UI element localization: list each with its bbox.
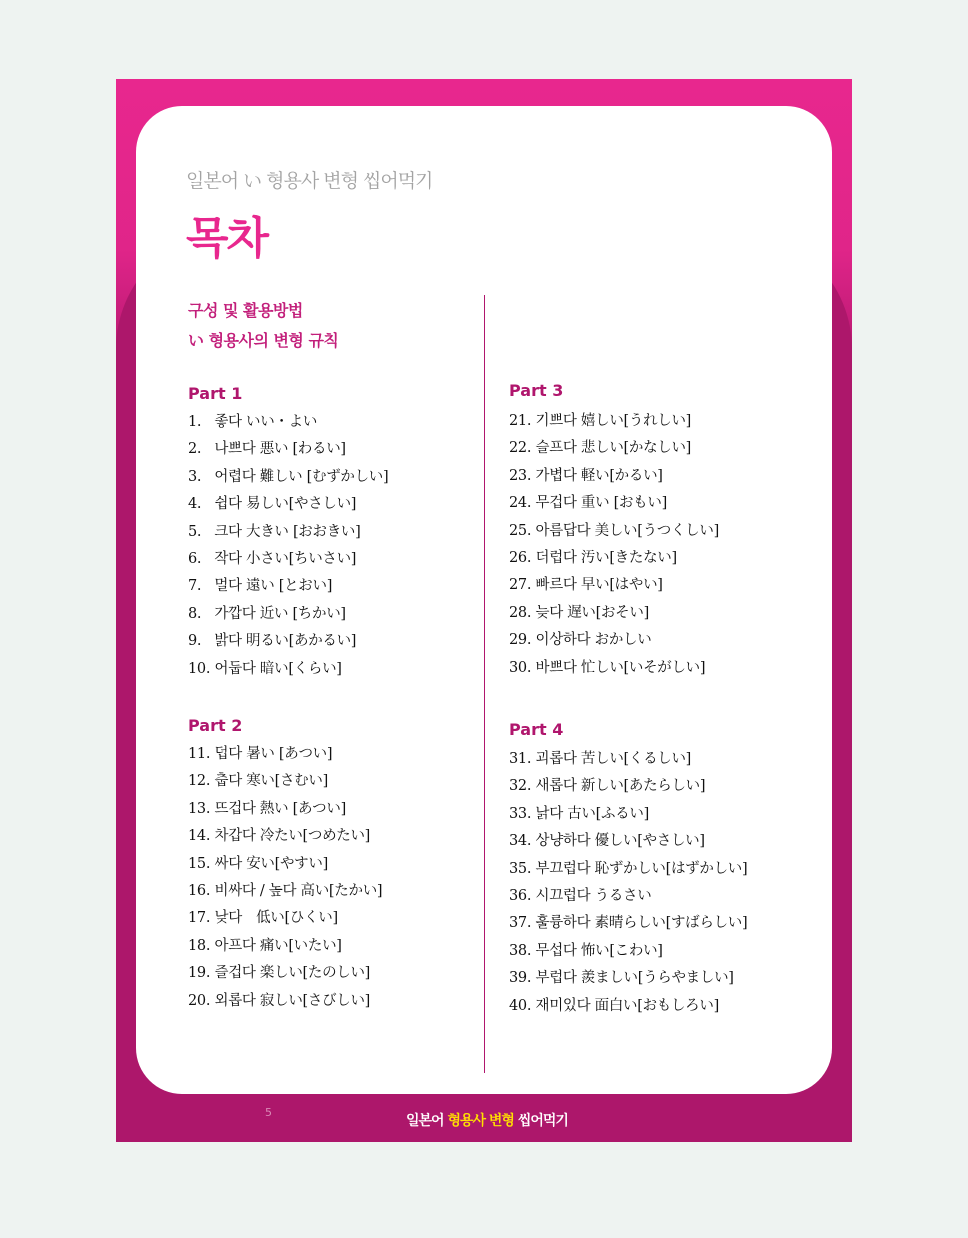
part-1-list: [188, 409, 388, 683]
toc-entry-number: 28.: [509, 604, 532, 621]
toc-entry-number: 11.: [188, 746, 211, 762]
toc-entry-text: 상냥하다 優しい[やさしい]: [535, 833, 705, 850]
intro-item[interactable]: い 형용사의 변형 규칙: [188, 331, 339, 350]
toc-entry-text: 뜨겁다 熱い [あつい]: [214, 800, 346, 817]
toc-entry-text: 무섭다 怖い[こわい]: [535, 942, 663, 959]
part-2-heading: Part 2: [188, 716, 243, 735]
toc-entry-text: 무겁다 重い [おもい]: [535, 495, 667, 512]
toc-entry[interactable]: [188, 519, 388, 546]
toc-entry-number: 16.: [188, 882, 211, 899]
toc-entry[interactable]: [509, 965, 747, 992]
toc-entry-text: 낡다 古い[ふるい]: [535, 805, 649, 822]
toc-entry-number: 6.: [188, 550, 202, 567]
toc-entry[interactable]: [509, 993, 747, 1020]
footer-brand: [406, 1110, 568, 1130]
toc-entry-text: 새롭다 新しい[あたらしい]: [535, 778, 706, 795]
part-3-heading: Part 3: [509, 381, 564, 400]
toc-entry[interactable]: [188, 960, 382, 987]
part-4-list: [509, 746, 747, 1020]
toc-entry[interactable]: [188, 409, 388, 436]
toc-entry[interactable]: [188, 464, 388, 491]
toc-entry-text: 밝다 明るい[あかるい]: [214, 633, 357, 650]
intro-list: [188, 296, 338, 356]
toc-entry-text: 훌륭하다 素晴らしい[すばらしい]: [535, 915, 748, 932]
toc-entry-text: 쉽다 易しい[やさしい]: [214, 496, 357, 513]
toc-entry-text: 나쁘다 悪い [わるい]: [214, 441, 346, 458]
toc-entry-text: 바쁘다 忙しい[いそがしい]: [535, 659, 706, 676]
toc-entry-text: 좋다 いい・よい: [214, 414, 318, 430]
toc-entry-number: 10.: [188, 660, 211, 677]
footer-brand-part3: 씹어먹기: [513, 1113, 568, 1129]
toc-entry-text: 이상하다 おかしい: [535, 632, 652, 649]
toc-entry[interactable]: [509, 572, 719, 599]
toc-entry-number: 4.: [188, 496, 202, 513]
part-3-list: [509, 408, 719, 682]
toc-entry-text: 비싸다 / 높다 高い[たかい]: [214, 882, 383, 899]
toc-entry-text: 작다 小さい[ちいさい]: [214, 550, 357, 567]
toc-entry[interactable]: [188, 601, 388, 628]
toc-entry[interactable]: [509, 490, 719, 517]
toc-entry[interactable]: [509, 883, 747, 910]
toc-entry-text: 늦다 遅い[おそい]: [535, 604, 649, 621]
toc-entry-number: 26.: [509, 549, 532, 566]
toc-entry-text: 춥다 寒い[さむい]: [214, 773, 328, 790]
toc-entry[interactable]: [509, 435, 719, 462]
toc-entry-number: 1.: [188, 414, 202, 430]
toc-entry-number: 32.: [509, 778, 532, 795]
toc-entry-number: 2.: [188, 441, 202, 458]
toc-entry-number: 18.: [188, 937, 211, 954]
toc-entry-number: 19.: [188, 965, 211, 982]
toc-entry-number: 24.: [509, 495, 532, 512]
book-subtitle: 일본어 い 형용사 변형 씹어먹기: [186, 170, 433, 192]
toc-entry-text: 싸다 安い[やすい]: [214, 855, 328, 872]
toc-entry-text: 재미있다 面白い[おもしろい]: [535, 997, 719, 1014]
toc-entry[interactable]: [509, 938, 747, 965]
toc-entry-number: 20.: [188, 992, 211, 1009]
toc-entry-text: 괴롭다 苦しい[くるしい]: [535, 751, 692, 767]
toc-entry-number: 14.: [188, 828, 211, 845]
toc-entry[interactable]: [509, 856, 747, 883]
toc-entry-number: 39.: [509, 970, 532, 987]
toc-entry[interactable]: [509, 746, 747, 773]
toc-entry-number: 27.: [509, 577, 532, 594]
toc-entry[interactable]: [509, 408, 719, 435]
part-4-heading: Part 4: [509, 720, 564, 739]
toc-entry-text: 크다 大きい [おおきい]: [214, 523, 361, 540]
footer-brand-part1: 일본어: [406, 1113, 448, 1129]
toc-entry[interactable]: [188, 796, 382, 823]
toc-entry[interactable]: [509, 828, 747, 855]
toc-entry-text: 아름답다 美しい[うつくしい]: [535, 522, 719, 539]
toc-entry-text: 덥다 暑い [あつい]: [214, 746, 333, 762]
toc-entry[interactable]: [188, 546, 388, 573]
toc-entry-number: 9.: [188, 633, 202, 650]
toc-entry-text: 시끄럽다 うるさい: [535, 887, 652, 904]
toc-entry-text: 더럽다 汚い[きたない]: [535, 549, 677, 566]
toc-entry-text: 차갑다 冷たい[つめたい]: [214, 828, 371, 845]
toc-entry[interactable]: [509, 463, 719, 490]
toc-entry-number: 31.: [509, 751, 532, 767]
toc-entry[interactable]: [188, 741, 382, 768]
toc-entry[interactable]: [188, 851, 382, 878]
intro-item[interactable]: 구성 및 활용방법: [188, 301, 303, 320]
toc-entry-number: 21.: [509, 413, 532, 429]
toc-entry-number: 13.: [188, 800, 211, 817]
toc-entry-number: 12.: [188, 773, 211, 790]
toc-entry-number: 8.: [188, 605, 202, 622]
column-divider: [484, 295, 485, 1073]
toc-entry-text: 낮다 低い[ひくい]: [214, 910, 338, 927]
toc-entry-text: 가깝다 近い [ちかい]: [214, 605, 346, 622]
toc-entry-number: 17.: [188, 910, 211, 927]
toc-entry-number: 22.: [509, 440, 532, 457]
toc-entry[interactable]: [188, 905, 382, 932]
page-title: 목차: [186, 213, 268, 264]
toc-entry-text: 부끄럽다 恥ずかしい[はずかしい]: [535, 860, 748, 877]
toc-entry-number: 7.: [188, 578, 202, 595]
toc-entry[interactable]: [188, 573, 388, 600]
toc-entry[interactable]: [188, 491, 388, 518]
toc-entry[interactable]: [188, 436, 388, 463]
toc-entry-text: 기쁘다 嬉しい[うれしい]: [535, 413, 692, 429]
toc-entry-text: 아프다 痛い[いたい]: [214, 937, 342, 954]
toc-entry-text: 슬프다 悲しい[かなしい]: [535, 440, 692, 457]
toc-entry[interactable]: [509, 773, 747, 800]
toc-entry-text: 즐겁다 楽しい[たのしい]: [214, 965, 371, 982]
toc-entry-number: 3.: [188, 468, 202, 485]
toc-entry[interactable]: [188, 768, 382, 795]
toc-entry-text: 빠르다 早い[はやい]: [535, 577, 663, 594]
toc-entry-text: 외롭다 寂しい[さびしい]: [214, 992, 371, 1009]
part-2-list: [188, 741, 382, 1015]
toc-entry-text: 부럽다 羨ましい[うらやましい]: [535, 970, 734, 987]
toc-entry[interactable]: [188, 628, 388, 655]
toc-entry[interactable]: [509, 627, 719, 654]
toc-entry-number: 40.: [509, 997, 532, 1014]
toc-entry[interactable]: [509, 910, 747, 937]
toc-entry-text: 어둡다 暗い[くらい]: [214, 660, 342, 677]
toc-entry[interactable]: [509, 600, 719, 627]
toc-entry[interactable]: [188, 988, 382, 1015]
part-1-heading: Part 1: [188, 384, 243, 403]
toc-entry[interactable]: [188, 878, 382, 905]
toc-entry[interactable]: [509, 801, 747, 828]
toc-entry[interactable]: [188, 656, 388, 683]
toc-entry[interactable]: [188, 933, 382, 960]
page: [116, 79, 852, 1142]
toc-entry-number: 33.: [509, 805, 532, 822]
content-card: [136, 106, 832, 1094]
toc-entry-number: 34.: [509, 833, 532, 850]
toc-entry-number: 36.: [509, 887, 532, 904]
toc-entry-number: 29.: [509, 632, 532, 649]
toc-entry-number: 15.: [188, 855, 211, 872]
toc-entry-text: 멀다 遠い [とおい]: [214, 578, 333, 595]
toc-entry-number: 38.: [509, 942, 532, 959]
toc-entry[interactable]: [509, 655, 719, 682]
page-number: 5: [265, 1106, 272, 1119]
toc-entry-number: 37.: [509, 915, 532, 932]
toc-entry-number: 30.: [509, 659, 532, 676]
toc-entry-text: 가볍다 軽い[かるい]: [535, 467, 663, 484]
toc-entry-number: 35.: [509, 860, 532, 877]
toc-entry-number: 5.: [188, 523, 202, 540]
footer-brand-part2: 형용사 변형: [447, 1113, 514, 1129]
toc-entry-number: 23.: [509, 467, 532, 484]
toc-entry[interactable]: [509, 518, 719, 545]
toc-entry-number: 25.: [509, 522, 532, 539]
toc-entry-text: 어렵다 難しい [むずかしい]: [214, 468, 389, 485]
toc-entry[interactable]: [188, 823, 382, 850]
toc-entry[interactable]: [509, 545, 719, 572]
